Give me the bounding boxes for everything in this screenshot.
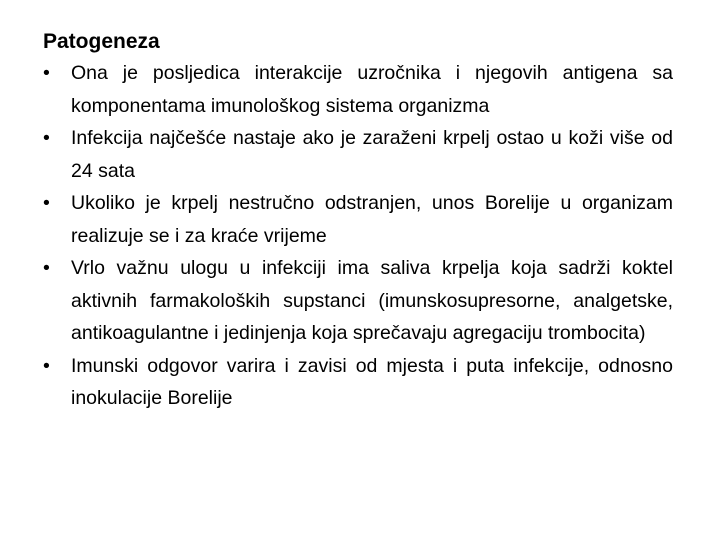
bullet-marker: • bbox=[43, 192, 50, 214]
bullet-item bbox=[43, 350, 673, 415]
bullet-item bbox=[43, 122, 673, 187]
bullet-text: Ona je posljedica interakcije uzročnika i njegovih antigena sa komponentama imunološkog sistema organizma bbox=[71, 62, 673, 117]
bullet-marker: • bbox=[43, 62, 50, 84]
bullet-item bbox=[43, 57, 673, 122]
bullet-text: Infekcija najčešće nastaje ako je zaraženi krpelj ostao u koži više od 24 sata bbox=[71, 127, 673, 182]
bullet-list bbox=[43, 57, 673, 415]
bullet-marker: • bbox=[43, 354, 50, 377]
bullet-text: Ukoliko je krpelj nestručno odstranjen, unos Borelije u organizam realizuje se i za kraće vrijeme bbox=[71, 192, 673, 247]
bullet-marker: • bbox=[43, 127, 50, 149]
bullet-item bbox=[43, 252, 673, 350]
slide-title: Patogeneza bbox=[43, 30, 160, 53]
bullet-text: Vrlo važnu ulogu u infekciji ima saliva krpelja koja sadrži koktel aktivnih farmakoloških supstanci (imunskosupresorne, analgetske, antikoagulantne i jedinjenja koja sprečavaju agregaciju trombocita) bbox=[71, 257, 673, 344]
bullet-item bbox=[43, 187, 673, 252]
bullet-marker: • bbox=[43, 257, 50, 279]
bullet-text: Imunski odgovor varira i zavisi od mjesta i puta infekcije, odnosno inokulacije Borelije bbox=[71, 354, 673, 409]
slide-content bbox=[43, 26, 673, 415]
